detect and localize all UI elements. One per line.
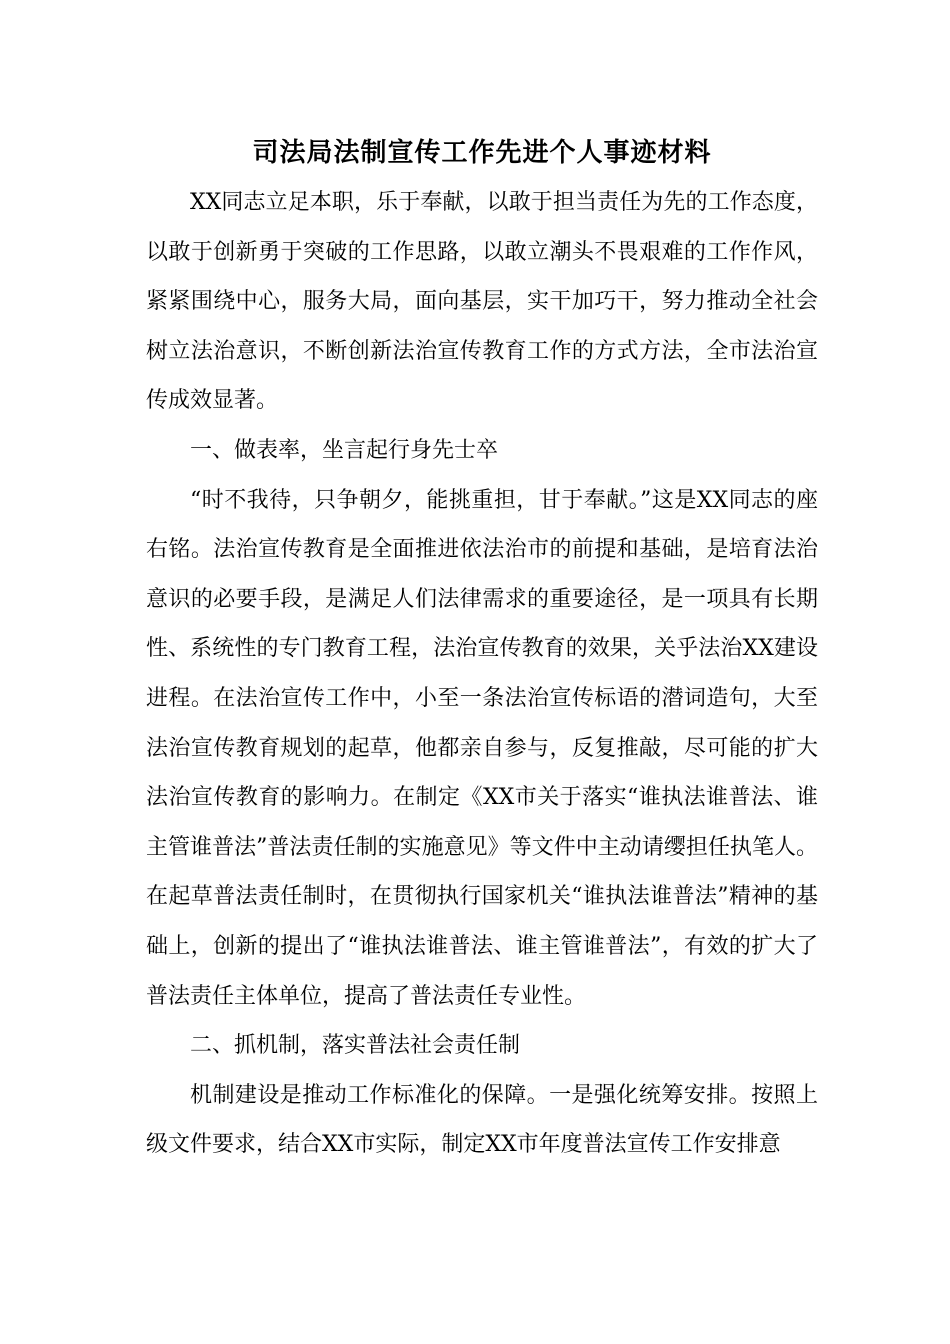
section-heading-1: 一、做表率，坐言起行身先士卒	[190, 437, 499, 463]
document-page	[146, 128, 818, 1170]
section-heading-2: 二、抓机制，落实普法社会责任制	[190, 1033, 521, 1059]
paragraph-section-2: 机制建设是推动工作标准化的保障。一是强化统筹安排。按照上级文件要求，结合XX市实际，制定XX市年度普法宣传工作安排意	[146, 1082, 818, 1158]
document-title: 司法局法制宣传工作先进个人事迹材料	[252, 138, 712, 168]
paragraph-section-1: “时不我待，只争朝夕，能挑重担，甘于奉献。”这是XX同志的座右铭。法治宣传教育是全面推进依法治市的前提和基础，是培育法治意识的必要手段，是满足人们法律需求的重要途径，是一项具有长期性、系统性的专门教育工程，法治宣传教育的效果，关乎法治XX建设进程。在法治宣传工作中，小至一条法治宣传标语的潜词造句，大至法治宣传教育规划的起草，他都亲自参与，反复推敲，尽可能的扩大法治宣传教育的影响力。在制定《XX市关于落实“谁执法谁普法、谁主管谁普法”普法责任制的实施意见》等文件中主动请缨担任执笔人。在起草普法责任制时，在贯彻执行国家机关“谁执法谁普法”精神的基础上，创新的提出了“谁执法谁普法、谁主管谁普法”，有效的扩大了普法责任主体单位，提高了普法责任专业性。	[146, 487, 818, 1009]
paragraph-intro: XX同志立足本职，乐于奉献，以敢于担当责任为先的工作态度，以敢于创新勇于突破的工作思路，以敢立潮头不畏艰难的工作作风，紧紧围绕中心，服务大局，面向基层，实干加巧干，努力推动全社会树立法治意识，不断创新法治宣传教育工作的方式方法，全市法治宣传成效显著。	[146, 190, 818, 414]
